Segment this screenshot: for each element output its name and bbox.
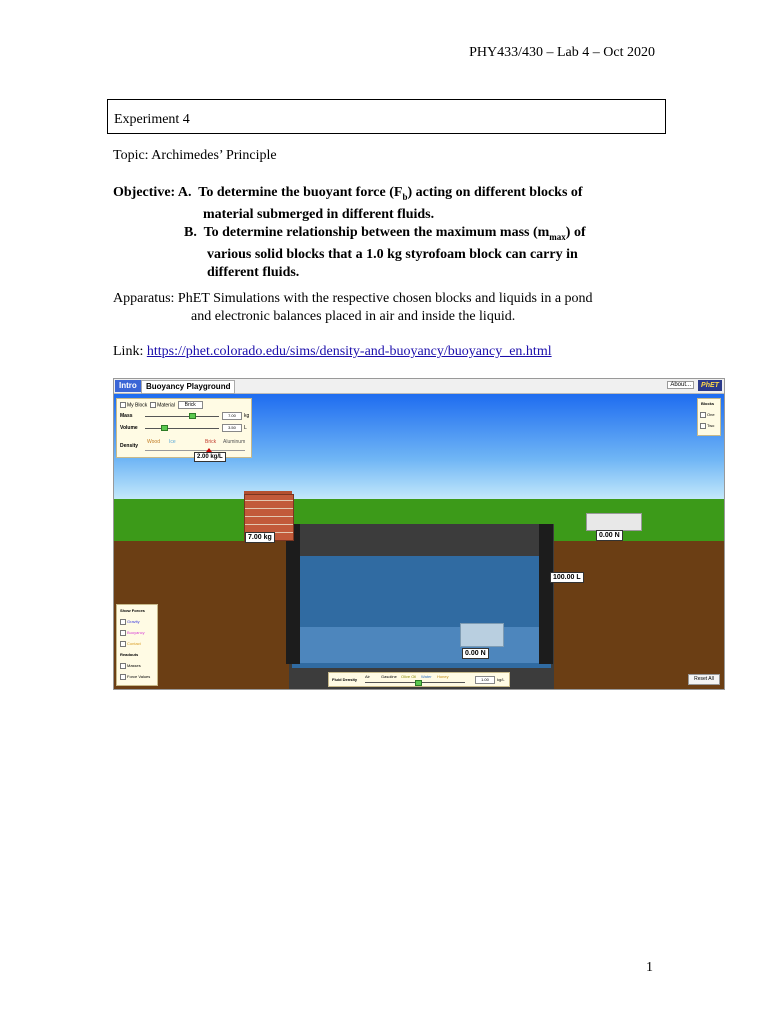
phet-link[interactable]: https://phet.colorado.edu/sims/density-and-buoyancy/buoyancy_en.html <box>146 344 552 359</box>
masses-label: Masses <box>127 663 141 669</box>
gravity-checkbox[interactable] <box>120 619 126 625</box>
apparatus-line2: and electronic balances placed in air and inside the liquid. <box>191 309 516 324</box>
volume-slider-thumb[interactable] <box>161 425 168 431</box>
objective-a-line2: material submerged in different fluids. <box>203 206 435 222</box>
buoyancy-checkbox[interactable] <box>120 630 126 636</box>
objective-a-sub: b <box>402 191 408 202</box>
material-brick: Brick <box>205 439 217 445</box>
phet-logo: PhET <box>698 380 722 391</box>
material-radio[interactable] <box>150 402 156 408</box>
simulation-screenshot <box>113 378 725 690</box>
density-readout: 2.00 kg/L <box>194 452 226 462</box>
pool-left-wall <box>286 524 300 664</box>
scale-air-readout: 0.00 N <box>596 530 623 541</box>
material-aluminum: Aluminum <box>223 439 246 445</box>
my-block-radio[interactable] <box>120 402 126 408</box>
apparatus-block <box>113 290 593 326</box>
density-scale <box>145 450 245 451</box>
blocks-title: Blocks <box>701 401 715 406</box>
material-label: Material <box>157 402 175 409</box>
volume-slider-track <box>145 428 219 429</box>
tab-buoyancy-playground[interactable]: Buoyancy Playground <box>141 380 235 394</box>
material-select[interactable]: Brick <box>178 401 203 409</box>
gravity-label: Gravity <box>127 619 140 625</box>
objective-b-line1: To determine relationship between the maximum mass (m <box>203 224 550 240</box>
objective-b-lead: B. <box>184 224 197 240</box>
experiment-box <box>107 99 666 134</box>
mass-value[interactable]: 7.00 <box>222 412 242 420</box>
pool-right-wall <box>539 524 553 664</box>
link-label: Link: <box>113 344 144 359</box>
buoyancy-label: Buoyancy <box>127 630 145 636</box>
mass-unit: kg <box>244 413 250 419</box>
objective-b-line3: different fluids. <box>207 264 300 280</box>
blocks-one-radio[interactable] <box>700 412 706 418</box>
blocks-one-label: One <box>707 412 715 418</box>
reset-all-button[interactable]: Reset All <box>688 674 720 685</box>
link-line <box>113 344 552 360</box>
scale-air[interactable] <box>586 513 642 531</box>
fluid-density-panel <box>328 672 510 687</box>
scale-water[interactable] <box>460 623 504 647</box>
about-button[interactable]: About... <box>667 381 694 389</box>
blocks-two-radio[interactable] <box>700 423 706 429</box>
contact-checkbox[interactable] <box>120 641 126 647</box>
scale-water-readout: 0.00 N <box>462 648 489 659</box>
contact-label: Contact <box>127 641 141 647</box>
readouts-title: Readouts <box>120 652 139 657</box>
fluid-density-unit: kg/L <box>497 677 505 682</box>
objective-block <box>113 184 586 282</box>
fluid-density-label: Fluid Density <box>332 677 358 682</box>
objective-b-line2: various solid blocks that a 1.0 kg styrofoam block can carry in <box>207 246 578 262</box>
volume-label: Volume <box>120 425 138 431</box>
fluid-density-slider-thumb[interactable] <box>415 680 422 686</box>
volume-value[interactable]: 3.50 <box>222 424 242 432</box>
fluid-water: Water <box>421 674 432 679</box>
force-values-label: Force Values <box>127 674 151 680</box>
fluid-density-value[interactable]: 1.00 <box>475 676 495 684</box>
fluid-olive-oil: Olive Oil <box>401 674 417 679</box>
fluid-gasoline: Gasoline <box>381 674 397 679</box>
brick-mass-readout: 7.00 kg <box>245 532 275 543</box>
material-wood: Wood <box>147 439 160 445</box>
blocks-two-label: Two <box>707 423 715 429</box>
objective-a-line1-end: ) acting on different blocks of <box>407 185 583 200</box>
apparatus-line1: Apparatus: PhET Simulations with the respective chosen blocks and liquids in a pond <box>113 291 593 306</box>
tab-intro[interactable]: Intro <box>115 380 141 392</box>
blocks-panel <box>697 398 721 436</box>
running-header: PHY433/430 – Lab 4 – Oct 2020 <box>469 45 655 60</box>
page-number: 1 <box>646 960 653 975</box>
objective-b-sub: max <box>549 231 566 242</box>
objective-lead: Objective: A. <box>113 185 192 200</box>
mass-slider-thumb[interactable] <box>189 413 196 419</box>
my-block-label: My Block <box>127 402 148 409</box>
objective-a-line1: To determine the buoyant force (F <box>198 185 403 200</box>
objective-b-line1-end: ) of <box>565 224 586 240</box>
experiment-title: Experiment 4 <box>114 112 190 127</box>
sim-tab-bar <box>114 379 724 394</box>
density-label: Density <box>120 443 139 449</box>
topic-line: Topic: Archimedes’ Principle <box>113 148 277 163</box>
block-panel <box>116 398 252 458</box>
forces-panel <box>116 604 158 686</box>
forces-title: Show Forces <box>120 608 145 613</box>
masses-checkbox[interactable] <box>120 663 126 669</box>
pool-floor <box>296 627 546 663</box>
fluid-honey: Honey <box>437 674 449 679</box>
pool-volume-readout: 100.00 L <box>550 572 584 583</box>
volume-unit: L <box>244 425 247 431</box>
material-ice: Ice <box>169 439 176 445</box>
mass-slider-track <box>145 416 219 417</box>
mass-label: Mass <box>120 413 133 419</box>
fluid-air: Air <box>365 674 370 679</box>
force-values-checkbox[interactable] <box>120 674 126 680</box>
